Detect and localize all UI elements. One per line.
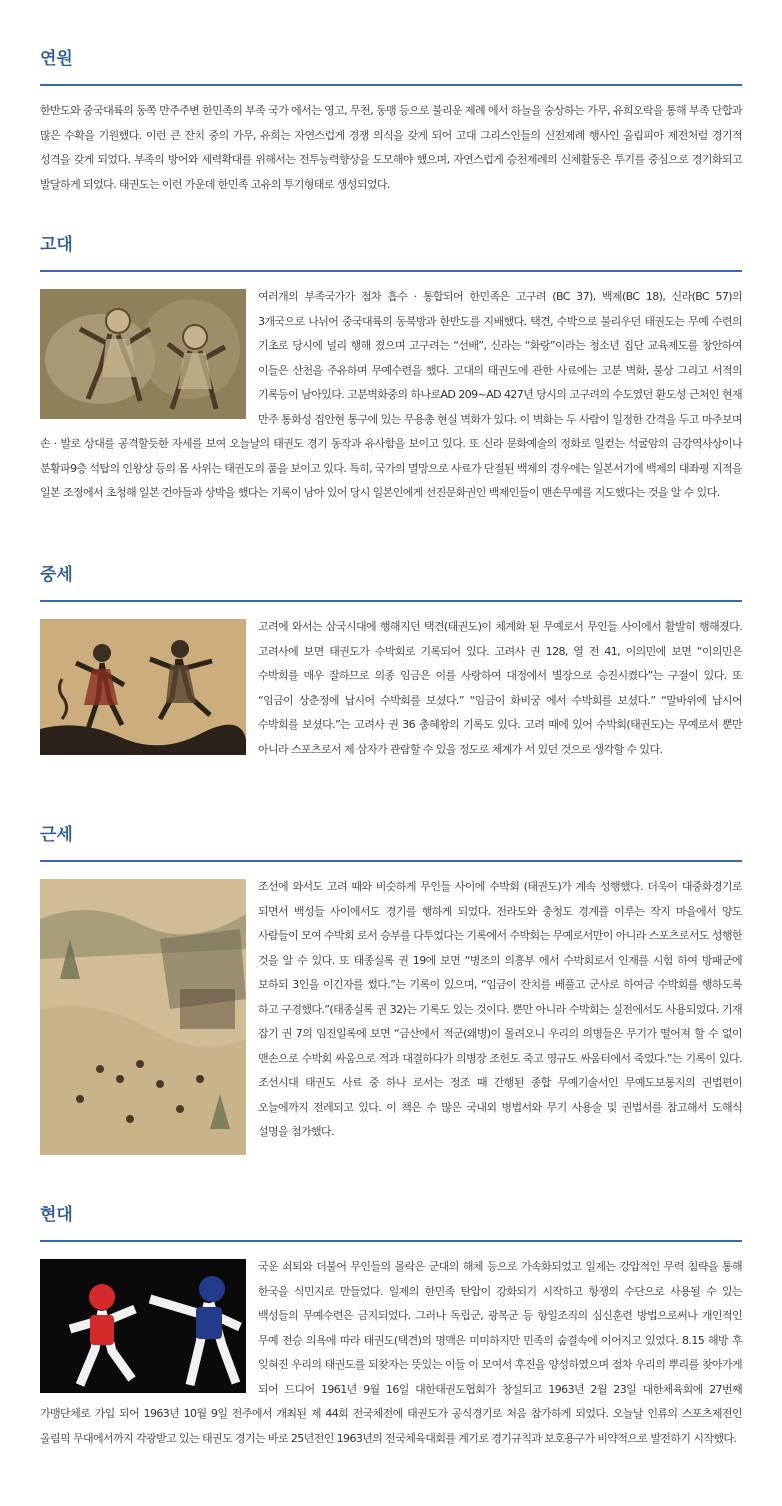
section-body: 국운 쇠퇴와 더불어 무인들의 몰락은 군대의 해체 등으로 가속화되었고 일제는 강압적인 무력 침략을 통해 한국을 식민지로 만들었다. 일제의 한민족 탄압이 강화되기 시작하고 항쟁의 수단으로 사용될 수 있는 백성들의 무예수련은 금지되었다. 그러나 독립군, 광복군 등 항일조직의 심신훈련 방법으로써나 개인적인 무예 전승 의욕에 따라 태권도(택견)의 명맥은 미미하지만 민족의 숨결속에 이어지고 있었다. 8.15 해방 후 잊혀진 우리의 태권도를 되찾자는 뜻있는 이들 이 모여서 후진을 양성하였으며 점차 우리의 뿌리를 찾아가게 되어 드디어 1961년 9월 16일 대한태권도협회가 창설되고 1963년 2월 23일 대한체육회에 27번째 가맹단체로 가입 되어 1963년 10월 9일 전주에서 개최된 제 44회 전국체전에 태권도가 공식경기로 처음 참가하게 되었다. 오늘날 인류의 스포츠제전인 올림픽 무대에서까지 각광받고 있는 태권도 경기는 바로 25년전인 1963년의 전국체육대회를 계기로 경기규칙과 보호용구가 비약적으로 발전하기 시작했다. bbox=[40, 1260, 742, 1445]
section-body: 한반도와 중국대륙의 동쪽 만주주변 한민족의 부족 국가 에서는 영고, 무천, 동맹 등으로 불리운 제례 에서 하늘을 숭상하는 가무, 유희오락을 통해 부족 단합과 많은 수확을 기원했다. 이런 큰 잔치 중의 가무, 유희는 자연스럽게 경쟁 의식을 갖게 되어 고대 그리스인들의 신전제례 행사인 올림피아 제전처럼 경기적 성격을 갖게 되었다. 부족의 방어와 세력확대를 위해서는 전투능력향상을 도모해야 했으며, 자연스럽게 승천제례의 신체활동은 투기를 중심으로 경기화되고 발달하게 되었다. 태권도는 이런 가운데 한민족 고유의 투기형태로 생성되었다. bbox=[40, 104, 742, 191]
section-medieval bbox=[40, 562, 742, 762]
section-body-wrap bbox=[40, 875, 742, 1145]
painting-image bbox=[40, 619, 246, 755]
landscape-painting-image bbox=[40, 879, 246, 1155]
section-body: 여러개의 부족국가가 점차 흡수 · 통합되어 한민족은 고구려 (BC 37), 백제(BC 18), 신라(BC 57)의 3개국으로 나뉘어 중국대륙의 동북방과 한반도를 지배했다. 택견, 수박으로 불리우던 태권도는 무예 수련의 기초로 당시에 널리 행해 졌으며 고구려는 “선배”, 신라는 “화랑”이라는 청소년 집단 교육제도를 창안하여 이들은 산천을 주유하며 무예수련을 했다. 고대의 태권도에 관한 사료에는 고분 벽화, 불상 그리고 서적의 기록등이 남아있다. 고분벽화중의 하나로AD 209~AD 427년 당시의 고구려의 수도였던 환도성 근처인 현재 만주 통화성 집안현 통구에 있는 무용총 현실 벽화가 있다. 이 벽화는 두 사람이 일정한 간격을 두고 마주보며 손 · 발로 상대를 공격할듯한 자세를 보여 오늘날의 태권도 경기 동작과 유사함을 보이고 있다. 또 신라 문화예술의 정화로 일컫는 석굴암의 금강역사상이나 분황파9층 석탑의 인왕상 등의 몸 사위는 태권도의 품을 보이고 있다. 특히, 국가의 멸망으로 사료가 단절된 백제의 경우에는 일본서기에 백제의 대좌평 지적을 일본 조정에서 초청해 일본 건아들과 상박을 했다는 기록이 남아 있어 당시 일본인에게 선진문화권인 백제인들이 맨손무예를 지도했다는 것을 알 수 있다. bbox=[40, 290, 742, 499]
section-body-wrap bbox=[40, 285, 742, 506]
section-ancient bbox=[40, 232, 742, 506]
section-body: 조선에 와서도 고려 때와 비슷하게 무인들 사이에 수박회 (태권도)가 계속 성행했다. 더욱이 대중화경기로 되면서 백성들 사이에서도 경기를 행하게 되었다. 전라도와 충청도 경계를 이루는 작지 마을에서 양도 사람들이 모여 수박회 로서 승부를 다투었다는 기록에서 수박회는 무예로서만이 아니라 스포츠로서도 성행한 것을 알 수 있다. 또 태종실록 권 19에 보면 “병조의 의흥부 에서 수박회로서 인재를 시험 하여 방패군에 보하되 3인을 이긴자를 썼다.”는 기록이 있으며, “임금이 잔치를 베풀고 군사로 하여금 수박회를 행하도록 하고 구경했다.”(태종실록 권 32)는 기록도 있는 것이다. 뿐만 아니라 수박회는 실전에서도 사용되었다. 기재 잡기 권 7의 임진일록에 보면 “금산에서 적군(왜병)이 몰려오니 우리의 의병들은 무기가 떨어져 할 수 없이 맨손으로 수박회 싸움으로 적과 대결하다가 의병장 조헌도 죽고 영규도 싸움터에서 죽었다.”는 기록이 있다. 조선시대 태권도 사료 중 하나 로서는 정조 때 간행된 종합 무예기술서인 무예도보통지의 권법편이 오늘에까지 전레되고 있다. 이 책은 수 많은 국내외 병법서와 무기 사용술 및 권법서를 참고해서 도해식 설명을 첨가했다. bbox=[258, 880, 742, 1138]
section-divider bbox=[40, 600, 742, 602]
section-title: 근세 bbox=[40, 825, 73, 845]
section-body: 고려에 와서는 삼국시대에 행해지던 택견(태권도)이 체계화 된 무예로서 무인들 사이에서 활발히 행해졌다. 고려사에 보면 태권도가 수박회로 기록되어 있다. 고려사 권 128, 열 전 41, 이의민에 보면 “이의민은 수박희를 매우 잘하므로 의종 임금은 이를 사랑하여 대정에서 별장으로 승진시켰다”는 구절이 있다. 또 “임금이 상춘정에 납시어 수박회를 보셨다.” “임금이 화비궁 에서 수박회를 보셨다.” “말바위에 납시어 수박회를 보셨다.”는 고려사 권 36 충혜왕의 기록도 있다. 고려 때에 있어 수박회(태권도)는 무예로서 뿐만 아니라 스포츠로서 제 삼자가 관람할 수 있을 정도로 체계가 서 있던 것으로 생각할 수 있다. bbox=[258, 620, 742, 756]
section-divider bbox=[40, 1240, 742, 1242]
section-early-modern bbox=[40, 822, 742, 1159]
section-title: 중세 bbox=[40, 565, 73, 585]
section-divider bbox=[40, 860, 742, 862]
section-modern bbox=[40, 1202, 742, 1451]
section-body-wrap bbox=[40, 1255, 742, 1451]
mural-image bbox=[40, 289, 246, 419]
section-divider bbox=[40, 84, 742, 86]
section-title: 고대 bbox=[40, 235, 73, 255]
section-title: 연원 bbox=[40, 49, 73, 69]
section-body-wrap bbox=[40, 615, 742, 762]
section-title: 현대 bbox=[40, 1205, 73, 1225]
taekwondo-match-photo bbox=[40, 1259, 246, 1393]
section-divider bbox=[40, 270, 742, 272]
section-origin bbox=[40, 46, 742, 208]
